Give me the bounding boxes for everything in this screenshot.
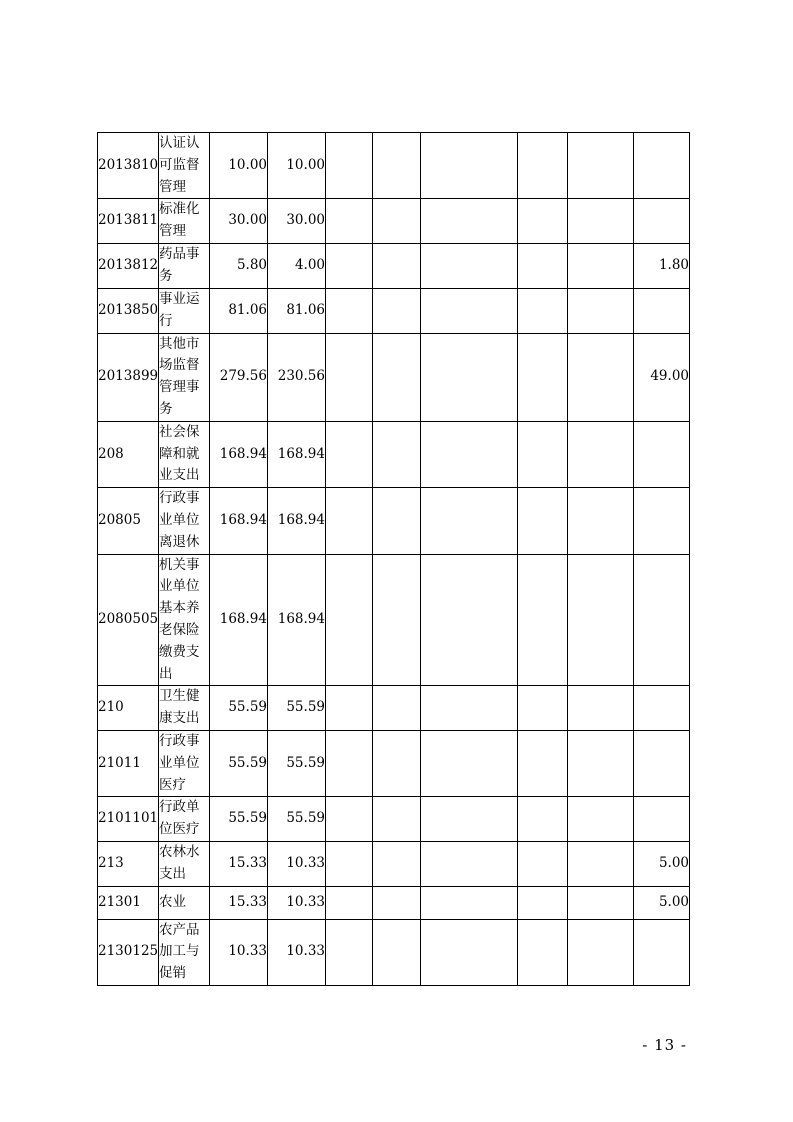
basic-expense-cell: 81.06 — [268, 288, 326, 333]
cell-col-9 — [568, 421, 634, 487]
cell-col-7 — [421, 488, 518, 554]
table-row — [98, 288, 690, 333]
cell-col-6 — [373, 288, 421, 333]
total-cell: 15.33 — [210, 886, 268, 919]
table-row — [98, 686, 690, 731]
cell-col-5 — [326, 243, 373, 288]
cell-col-9 — [568, 886, 634, 919]
total-cell: 81.06 — [210, 288, 268, 333]
cell-col-7 — [421, 797, 518, 842]
cell-col-8 — [518, 686, 568, 731]
cell-col-6 — [373, 488, 421, 554]
cell-col-9 — [568, 686, 634, 731]
cell-col-7 — [421, 730, 518, 796]
basic-expense-cell: 55.59 — [268, 686, 326, 731]
code-cell: 2013899 — [98, 333, 159, 421]
project-expense-cell — [634, 686, 690, 731]
cell-col-8 — [518, 333, 568, 421]
name-cell: 农产品 加工与 促销 — [159, 919, 210, 985]
table-row — [98, 243, 690, 288]
name-cell: 农林水 支出 — [159, 841, 210, 886]
cell-col-5 — [326, 730, 373, 796]
code-cell: 2013810 — [98, 133, 159, 199]
cell-col-9 — [568, 841, 634, 886]
basic-expense-cell: 4.00 — [268, 243, 326, 288]
name-cell: 其他市 场监督 管理事 务 — [159, 333, 210, 421]
basic-expense-cell: 55.59 — [268, 730, 326, 796]
cell-col-6 — [373, 333, 421, 421]
table-row — [98, 333, 690, 421]
cell-col-9 — [568, 288, 634, 333]
project-expense-cell — [634, 797, 690, 842]
code-cell: 2013812 — [98, 243, 159, 288]
name-cell: 机关事 业单位 基本养 老保险 缴费支 出 — [159, 554, 210, 686]
cell-col-9 — [568, 488, 634, 554]
page-number: - 13 - — [642, 1036, 687, 1054]
project-expense-cell — [634, 199, 690, 244]
basic-expense-cell: 10.33 — [268, 886, 326, 919]
cell-col-7 — [421, 333, 518, 421]
cell-col-7 — [421, 133, 518, 199]
cell-col-9 — [568, 919, 634, 985]
cell-col-5 — [326, 554, 373, 686]
name-cell: 行政事 业单位 医疗 — [159, 730, 210, 796]
budget-table — [97, 132, 690, 986]
code-cell: 20805 — [98, 488, 159, 554]
name-cell: 药品事 务 — [159, 243, 210, 288]
table-row — [98, 730, 690, 796]
basic-expense-cell: 168.94 — [268, 421, 326, 487]
table-row — [98, 199, 690, 244]
cell-col-9 — [568, 133, 634, 199]
cell-col-5 — [326, 288, 373, 333]
total-cell: 168.94 — [210, 488, 268, 554]
name-cell: 事业运 行 — [159, 288, 210, 333]
table-row — [98, 421, 690, 487]
cell-col-8 — [518, 730, 568, 796]
cell-col-8 — [518, 841, 568, 886]
project-expense-cell — [634, 288, 690, 333]
cell-col-8 — [518, 797, 568, 842]
code-cell: 2013850 — [98, 288, 159, 333]
cell-col-8 — [518, 488, 568, 554]
cell-col-6 — [373, 554, 421, 686]
code-cell: 2130125 — [98, 919, 159, 985]
cell-col-5 — [326, 886, 373, 919]
name-cell: 农业 — [159, 886, 210, 919]
project-expense-cell — [634, 554, 690, 686]
cell-col-9 — [568, 243, 634, 288]
cell-col-6 — [373, 243, 421, 288]
code-cell: 2101101 — [98, 797, 159, 842]
cell-col-6 — [373, 919, 421, 985]
name-cell: 行政事 业单位 离退休 — [159, 488, 210, 554]
total-cell: 55.59 — [210, 730, 268, 796]
total-cell: 5.80 — [210, 243, 268, 288]
cell-col-6 — [373, 686, 421, 731]
code-cell: 21011 — [98, 730, 159, 796]
table-row — [98, 886, 690, 919]
cell-col-7 — [421, 421, 518, 487]
project-expense-cell: 5.00 — [634, 841, 690, 886]
total-cell: 168.94 — [210, 421, 268, 487]
cell-col-6 — [373, 841, 421, 886]
total-cell: 55.59 — [210, 797, 268, 842]
cell-col-7 — [421, 841, 518, 886]
name-cell: 标准化 管理 — [159, 199, 210, 244]
table-row — [98, 554, 690, 686]
basic-expense-cell: 30.00 — [268, 199, 326, 244]
cell-col-8 — [518, 554, 568, 686]
cell-col-5 — [326, 797, 373, 842]
total-cell: 55.59 — [210, 686, 268, 731]
basic-expense-cell: 55.59 — [268, 797, 326, 842]
cell-col-8 — [518, 133, 568, 199]
cell-col-7 — [421, 288, 518, 333]
basic-expense-cell: 10.00 — [268, 133, 326, 199]
table-row — [98, 488, 690, 554]
cell-col-6 — [373, 886, 421, 919]
total-cell: 15.33 — [210, 841, 268, 886]
cell-col-5 — [326, 199, 373, 244]
total-cell: 10.00 — [210, 133, 268, 199]
table-row — [98, 133, 690, 199]
cell-col-9 — [568, 333, 634, 421]
cell-col-5 — [326, 686, 373, 731]
name-cell: 社会保 障和就 业支出 — [159, 421, 210, 487]
cell-col-5 — [326, 421, 373, 487]
code-cell: 2080505 — [98, 554, 159, 686]
total-cell: 168.94 — [210, 554, 268, 686]
cell-col-7 — [421, 199, 518, 244]
project-expense-cell — [634, 919, 690, 985]
code-cell: 213 — [98, 841, 159, 886]
cell-col-9 — [568, 797, 634, 842]
project-expense-cell — [634, 133, 690, 199]
cell-col-6 — [373, 797, 421, 842]
basic-expense-cell: 168.94 — [268, 554, 326, 686]
project-expense-cell: 5.00 — [634, 886, 690, 919]
cell-col-6 — [373, 199, 421, 244]
cell-col-7 — [421, 686, 518, 731]
code-cell: 208 — [98, 421, 159, 487]
cell-col-7 — [421, 243, 518, 288]
name-cell: 认证认 可监督 管理 — [159, 133, 210, 199]
cell-col-8 — [518, 288, 568, 333]
cell-col-5 — [326, 919, 373, 985]
name-cell: 行政单 位医疗 — [159, 797, 210, 842]
cell-col-8 — [518, 919, 568, 985]
table-row — [98, 797, 690, 842]
cell-col-6 — [373, 730, 421, 796]
name-cell: 卫生健 康支出 — [159, 686, 210, 731]
basic-expense-cell: 10.33 — [268, 919, 326, 985]
project-expense-cell — [634, 488, 690, 554]
basic-expense-cell: 230.56 — [268, 333, 326, 421]
cell-col-5 — [326, 841, 373, 886]
total-cell: 30.00 — [210, 199, 268, 244]
cell-col-8 — [518, 421, 568, 487]
cell-col-7 — [421, 554, 518, 686]
basic-expense-cell: 168.94 — [268, 488, 326, 554]
cell-col-9 — [568, 730, 634, 796]
cell-col-8 — [518, 886, 568, 919]
cell-col-8 — [518, 199, 568, 244]
cell-col-9 — [568, 554, 634, 686]
cell-col-6 — [373, 421, 421, 487]
code-cell: 2013811 — [98, 199, 159, 244]
cell-col-7 — [421, 919, 518, 985]
code-cell: 210 — [98, 686, 159, 731]
cell-col-9 — [568, 199, 634, 244]
cell-col-6 — [373, 133, 421, 199]
total-cell: 279.56 — [210, 333, 268, 421]
table-row — [98, 841, 690, 886]
cell-col-5 — [326, 333, 373, 421]
project-expense-cell: 49.00 — [634, 333, 690, 421]
cell-col-5 — [326, 133, 373, 199]
cell-col-5 — [326, 488, 373, 554]
code-cell: 21301 — [98, 886, 159, 919]
basic-expense-cell: 10.33 — [268, 841, 326, 886]
project-expense-cell — [634, 421, 690, 487]
project-expense-cell: 1.80 — [634, 243, 690, 288]
total-cell: 10.33 — [210, 919, 268, 985]
table-row — [98, 919, 690, 985]
project-expense-cell — [634, 730, 690, 796]
cell-col-8 — [518, 243, 568, 288]
cell-col-7 — [421, 886, 518, 919]
